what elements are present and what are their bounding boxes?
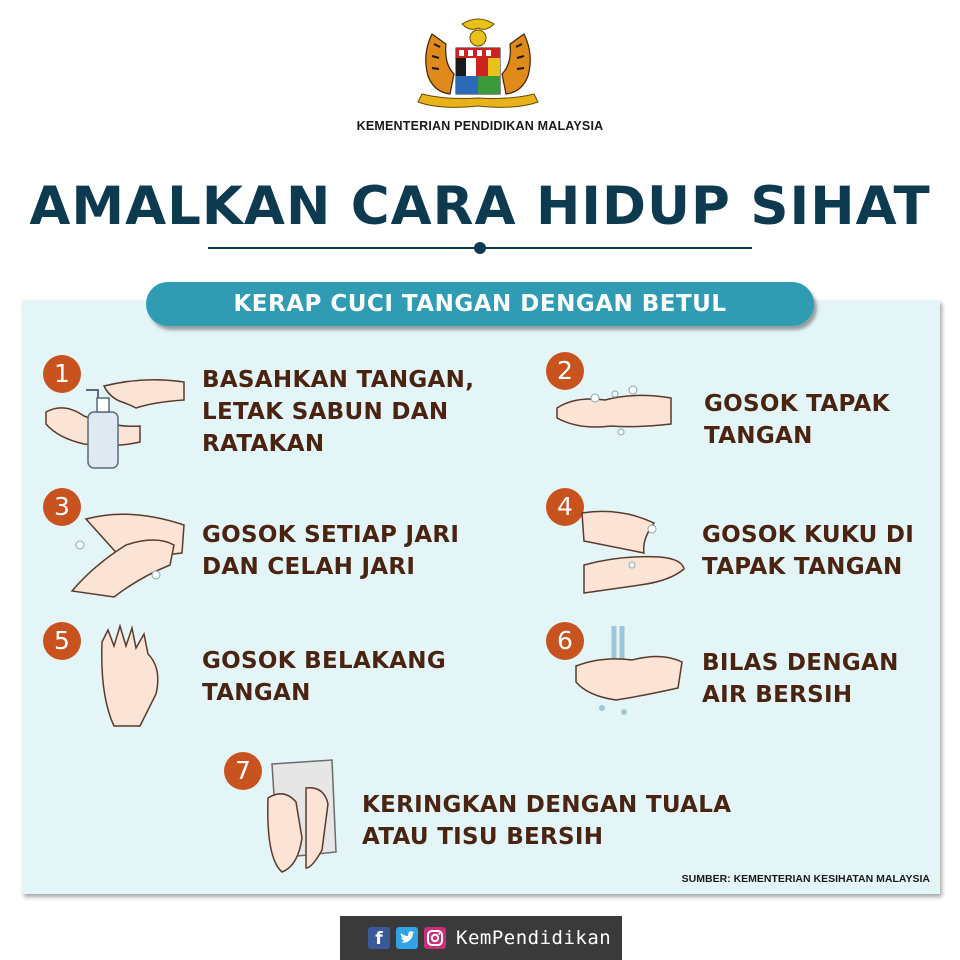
section-banner: KERAP CUCI TANGAN DENGAN BETUL — [146, 282, 814, 326]
step-6-text — [702, 647, 899, 711]
step-2-palm-rub-illustration — [555, 378, 675, 442]
step-5-number: 5 — [43, 622, 81, 660]
coat-of-arms-logo — [410, 14, 546, 114]
step-6-rinse-water-illustration — [572, 626, 684, 720]
step-1-number: 1 — [43, 355, 81, 393]
step-1-text — [202, 364, 474, 460]
step-2-text — [704, 388, 890, 452]
step-1-line-2: LETAK SABUN DAN — [202, 399, 449, 425]
step-7-towel-dry-illustration — [262, 758, 338, 874]
step-1-line-1: BASAHKAN TANGAN, — [202, 367, 475, 393]
social-handle[interactable]: KemPendidikan — [456, 927, 612, 949]
step-4-text — [702, 519, 914, 583]
twitter-icon[interactable] — [396, 927, 418, 949]
step-3-number: 3 — [43, 488, 81, 526]
step-6-line-2: AIR BERSIH — [702, 682, 853, 708]
step-4-nails-in-palm-illustration — [580, 505, 686, 597]
title-underline-dot — [474, 242, 486, 254]
step-2-line-2: TANGAN — [704, 423, 813, 449]
step-7-line-2: ATAU TISU BERSIH — [362, 824, 604, 850]
source-credit: SUMBER: KEMENTERIAN KESIHATAN MALAYSIA — [681, 873, 930, 885]
step-3-line-1: GOSOK SETIAP JARI — [202, 522, 460, 548]
step-5-line-2: TANGAN — [202, 680, 311, 706]
step-6-line-1: BILAS DENGAN — [702, 650, 899, 676]
step-7-line-1: KERINGKAN DENGAN TUALA — [362, 792, 732, 818]
step-4-number: 4 — [546, 488, 584, 526]
step-3-line-2: DAN CELAH JARI — [202, 554, 416, 580]
social-media-bar — [340, 916, 622, 960]
facebook-icon[interactable]: f — [368, 927, 390, 949]
step-5-back-of-hands-illustration — [96, 624, 166, 728]
step-5-line-1: GOSOK BELAKANG — [202, 648, 447, 674]
instagram-icon[interactable] — [424, 927, 446, 949]
page-title: AMALKAN CARA HIDUP SIHAT — [29, 176, 931, 237]
step-2-line-1: GOSOK TAPAK — [704, 391, 890, 417]
step-3-interlace-fingers-illustration — [70, 505, 188, 603]
step-3-text — [202, 519, 459, 583]
step-1-soap-hands-illustration — [44, 372, 194, 472]
step-7-number: 7 — [224, 752, 262, 790]
ministry-name: KEMENTERIAN PENDIDIKAN MALAYSIA — [356, 119, 604, 133]
step-2-number: 2 — [546, 352, 584, 390]
step-4-line-2: TAPAK TANGAN — [702, 554, 903, 580]
step-7-text — [362, 789, 731, 853]
step-1-line-3: RATAKAN — [202, 431, 325, 457]
step-6-number: 6 — [546, 622, 584, 660]
step-4-line-1: GOSOK KUKU DI — [702, 522, 915, 548]
step-5-text — [202, 645, 446, 709]
